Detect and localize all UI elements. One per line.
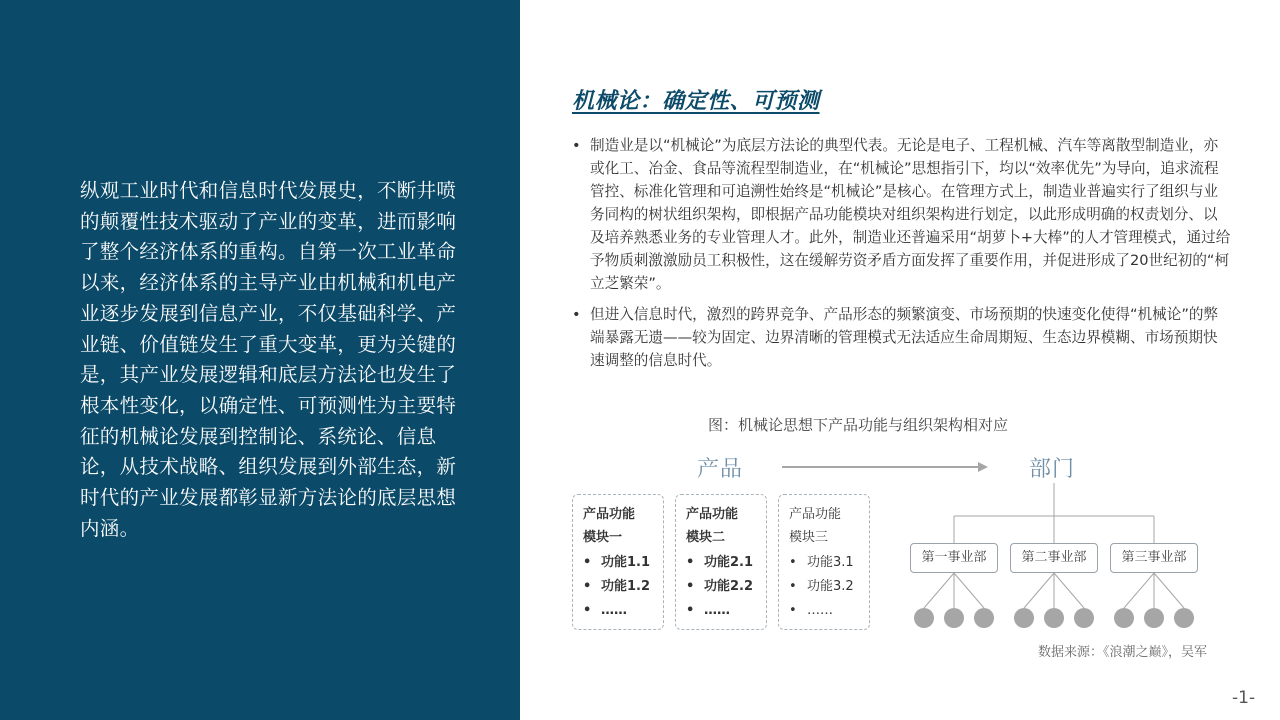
function-item: • 功能3.1 bbox=[789, 555, 854, 570]
module-subtitle: 模块一 bbox=[583, 530, 623, 545]
data-source: 数据来源：《浪潮之巅》，吴军 bbox=[1038, 645, 1208, 660]
product-module-3 bbox=[778, 494, 870, 630]
module-title: 产品功能 bbox=[583, 507, 636, 522]
staff-node bbox=[974, 608, 994, 628]
function-list bbox=[789, 551, 869, 623]
module-title: 产品功能 bbox=[789, 507, 842, 522]
staff-nodes bbox=[914, 608, 1194, 628]
staff-node bbox=[1144, 608, 1164, 628]
function-item: • 功能1.1 bbox=[583, 555, 651, 570]
function-list bbox=[686, 551, 766, 623]
function-item: • 功能2.2 bbox=[686, 579, 754, 594]
product-module-1 bbox=[572, 494, 664, 630]
staff-node bbox=[1044, 608, 1064, 628]
department-box-3: 第三事业部 bbox=[1110, 543, 1198, 573]
function-list bbox=[583, 551, 663, 623]
figure-caption: 图：机械论思想下产品功能与组织架构相对应 bbox=[708, 416, 1009, 434]
staff-node bbox=[914, 608, 934, 628]
staff-node bbox=[944, 608, 964, 628]
bullet-dot: • bbox=[572, 137, 581, 154]
function-item: • …… bbox=[789, 603, 833, 618]
function-item: • …… bbox=[583, 603, 627, 618]
department-label: 部门 bbox=[1029, 457, 1076, 482]
module-title: 产品功能 bbox=[686, 507, 739, 522]
module-subtitle: 模块二 bbox=[686, 530, 726, 545]
mapping-arrow bbox=[782, 462, 988, 472]
function-item: • …… bbox=[686, 603, 730, 618]
bullet-dot: • bbox=[572, 306, 581, 323]
module-subtitle: 模块三 bbox=[789, 530, 829, 545]
section-title: 机械论：确定性、可预测 bbox=[572, 89, 820, 114]
function-item: • 功能3.2 bbox=[789, 579, 854, 594]
product-module-2 bbox=[675, 494, 767, 630]
function-item: • 功能1.2 bbox=[583, 579, 651, 594]
department-box-1: 第一事业部 bbox=[910, 543, 998, 573]
staff-node bbox=[1074, 608, 1094, 628]
product-label: 产品 bbox=[697, 457, 744, 482]
bullet-text: 制造业是以“机械论”为底层方法论的典型代表。无论是电子、工程机械、汽车等离散型制造业，亦或化工、冶金、食品等流程型制造业，在“机械论”思想指引下，均以“效率优先”为导向，追求流程管控、标准化管理和可追溯性始终是“机械论”是核心。在管理方式上，制造业普遍实行了组织与业务同构的树状组织架构，即根据产品功能模块对组织架构进行划定，以此形成明确的权责划分、以及培养熟悉业务的专业管理人才。此外，制造业还普遍采用“胡萝卜+大棒”的人才管理模式，通过给予物质刺激激励员工积极性，这在缓解劳资矛盾方面发挥了重要作用，并促进形成了20世纪初的“柯立芝繁荣”。 bbox=[590, 137, 1231, 292]
page-number: -1- bbox=[1232, 688, 1256, 708]
staff-node bbox=[1174, 608, 1194, 628]
department-box-2: 第二事业部 bbox=[1010, 543, 1098, 573]
staff-node bbox=[1014, 608, 1034, 628]
staff-node bbox=[1114, 608, 1134, 628]
intro-paragraph: 纵观工业时代和信息时代发展史，不断井喷的颠覆性技术驱动了产业的变革，进而影响了整个经济体系的重构。自第一次工业革命以来，经济体系的主导产业由机械和机电产业逐步发展到信息产业，不仅基础科学、产业链、价值链发生了重大变革，更为关键的是，其产业发展逻辑和底层方法论也发生了根本性变化，以确定性、可预测性为主要特征的机械论发展到控制论、系统论、信息论，从技术战略、组织发展到外部生态，新时代的产业发展都彰显新方法论的底层思想内涵。 bbox=[80, 179, 457, 540]
bullet-text: 但进入信息时代，激烈的跨界竞争、产品形态的频繁演变、市场预期的快速变化使得“机械论”的弊端暴露无遗——较为固定、边界清晰的管理模式无法适应生命周期短、生态边界模糊、市场预期快速调整的信息时代。 bbox=[590, 306, 1219, 369]
function-item: • 功能2.1 bbox=[686, 555, 754, 570]
